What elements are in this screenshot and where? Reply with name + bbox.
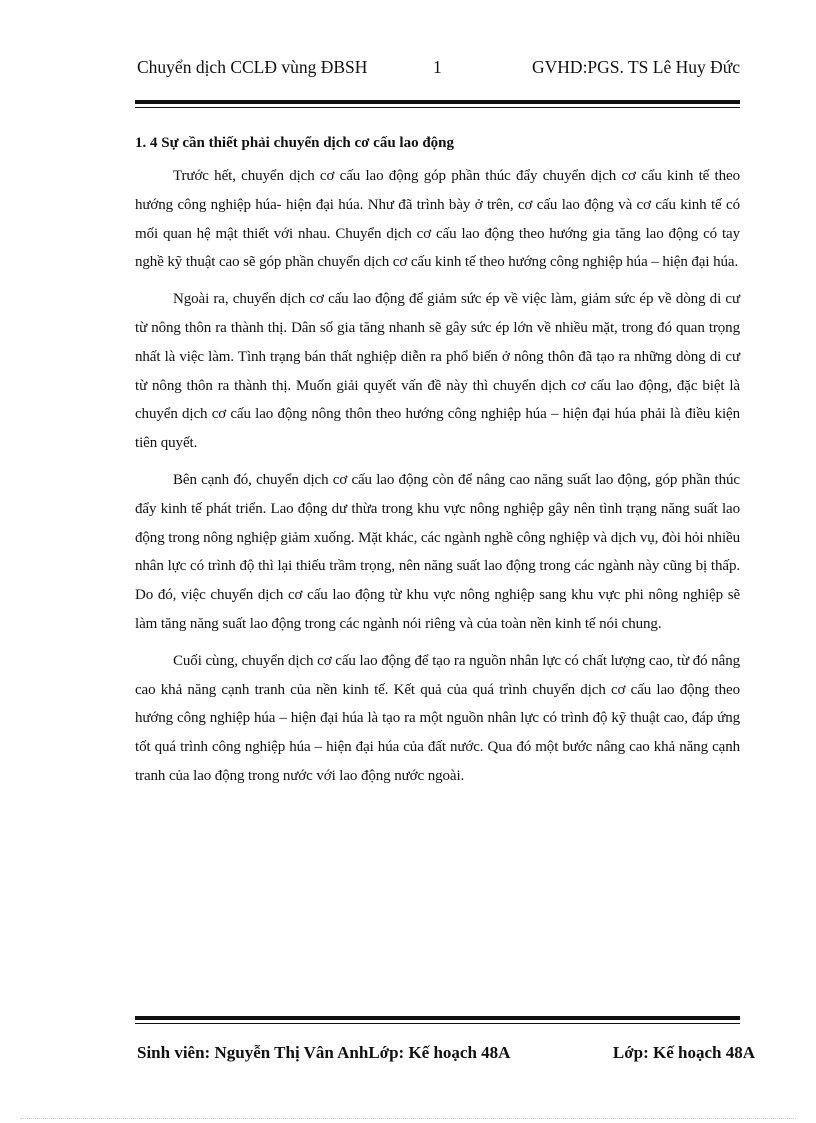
- section-heading: 1. 4 Sự cần thiết phải chuyển dịch cơ cấu lao động: [135, 135, 455, 151]
- footer-class: Lớp: Kế hoạch 48A: [612, 1043, 755, 1062]
- header-title: Chuyển dịch CCLĐ vùng ĐBSH: [137, 57, 368, 77]
- page-number: 1: [433, 57, 442, 77]
- page-header: [137, 57, 740, 83]
- paragraph-2: Ngoài ra, chuyển dịch cơ cấu lao động để giảm sức ép về việc làm, giảm sức ép về dòng di cư từ nông thôn ra thành thị. Dân số gia tăng nhanh sẽ gây sức ép lớn về nhiều mặt, trong đó quan trọng nhất là việc làm. Tình trạng bán thất nghiệp diễn ra phổ biến ở nông thôn đã tạo ra những dòng di cư từ nông thôn ra thành thị. Muốn giải quyết vấn đề này thì chuyển dịch cơ cấu lao động, đặc biệt là chuyển dịch cơ cấu lao động nông thôn theo hướng công nghiệp húa – hiện đại húa phải là điều kiện tiên quyết.: [135, 291, 740, 452]
- header-divider: [135, 100, 740, 104]
- footer-divider: [135, 1016, 740, 1020]
- paragraph-3: Bên cạnh đó, chuyển dịch cơ cấu lao động còn để nâng cao năng suất lao động, góp phần thúc đẩy kinh tế phát triển. Lao động dư thừa trong khu vực nông nghiệp gây nên tình trạng năng suất lao động trong nông nghiệp giảm xuống. Mặt khác, các ngành nghề công nghiệp và dịch vụ, đòi hỏi nhiều nhân lực có trình độ thì lại thiếu trầm trọng, nên năng suất lao động trong các ngành này cũng bị thấp. Do đó, việc chuyển dịch cơ cấu lao động từ khu vực nông nghiệp sang khu vực phi nông nghiệp sẽ làm tăng năng suất lao động trong các ngành nói riêng và của toàn nền kinh tế nói chung.: [135, 471, 740, 632]
- header-supervisor: GVHD:PGS. TS Lê Huy Đức: [532, 57, 740, 77]
- paragraph-4: Cuối cùng, chuyển dịch cơ cấu lao động để tạo ra nguồn nhân lực có chất lượng cao, từ đó nâng cao khả năng cạnh tranh của nền kinh tế. Kết quả của quá trình chuyển dịch cơ cấu lao động theo hướng công nghiệp húa – hiện đại húa là tạo ra một nguồn nhân lực có trình độ kỹ thuật cao, đáp ứng tốt quá trình công nghiệp húa – hiện đại húa của đất nước. Qua đó một bước nâng cao khả năng cạnh tranh của lao động trong nước với lao động nước ngoài.: [135, 652, 740, 784]
- footer-student: Sinh viên: Nguyễn Thị Vân AnhLớp: Kế hoạch 48A: [137, 1043, 511, 1062]
- paragraph-1: Trước hết, chuyển dịch cơ cấu lao động góp phần thúc đẩy chuyển dịch cơ cấu kinh tế theo hướng công nghiệp húa- hiện đại húa. Như đã trình bày ở trên, cơ cấu lao động và cơ cấu kinh tế có mối quan hệ mật thiết với nhau. Chuyển dịch cơ cấu lao động theo hướng gia tăng lao động có tay nghề kỹ thuật cao sẽ góp phần chuyển dịch cơ cấu kinh tế theo hướng công nghiệp húa – hiện đại húa.: [135, 168, 740, 271]
- document-body: [135, 130, 740, 799]
- page-edge-divider: [20, 1118, 796, 1119]
- page-footer: [137, 1043, 755, 1069]
